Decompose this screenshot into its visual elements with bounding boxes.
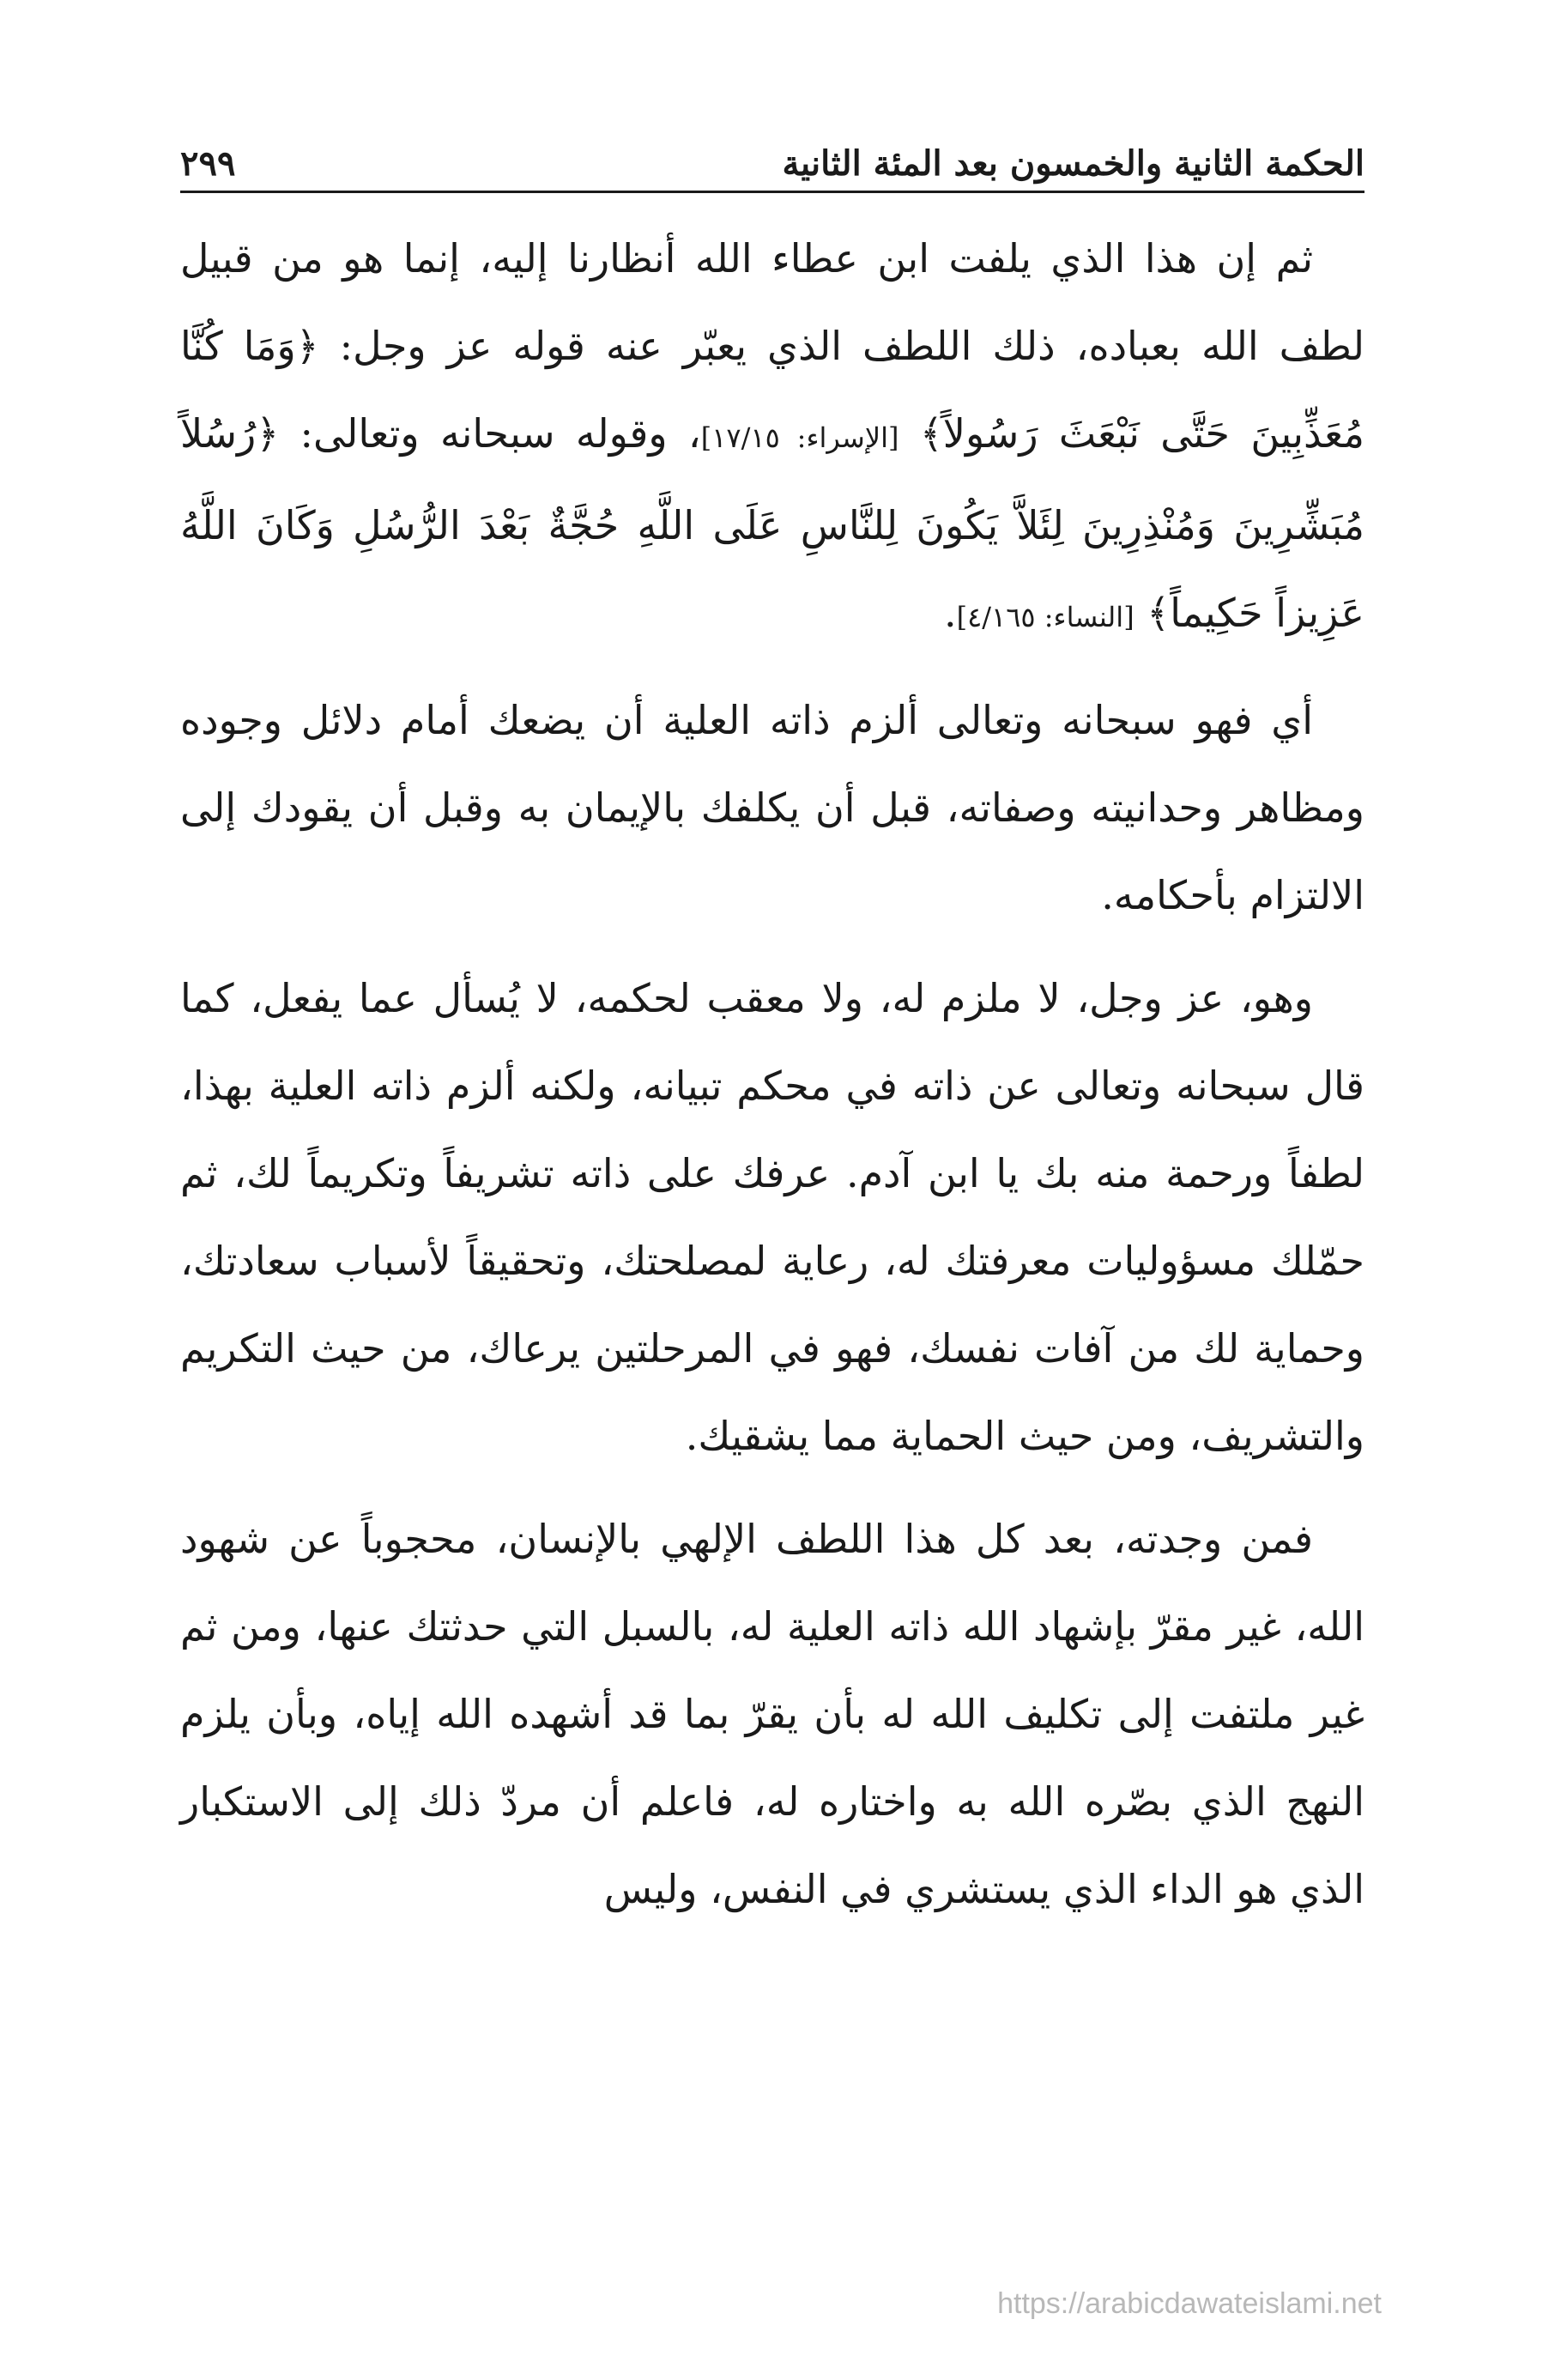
quran-reference-nisa: [النساء: ٤/١٦٥] [956,601,1134,633]
paragraph-1-text-before: ثم إن هذا الذي يلفت ابن عطاء الله أنظارنا إليه، إنما هو من قبيل لطف الله بعباده، ذلك اللطف الذي يعبّر عنه قوله عز وجل: ﴿وَمَا كُنَّا مُعَذِّبِينَ حَتَّى نَبْعَثَ رَسُولاً﴾ [180,235,1364,457]
paragraph-1-text-middle: ، وقوله سبحانه وتعالى: ﴿رُسُلاً مُبَشِّرِينَ وَمُنْذِرِينَ لِئَلاَّ يَكُونَ لِلنَّاسِ عَلَى اللَّهِ حُجَّةٌ بَعْدَ الرُّسُلِ وَكَانَ اللَّهُ عَزِيزاً حَكِيماً﴾ [180,410,1365,636]
quran-reference-isra: [الإسراء: ١٧/١٥] [700,421,899,454]
paragraph-2: أي فهو سبحانه وتعالى ألزم ذاته العلية أن يضعك أمام دلائل وجوده ومظاهر وحدانيته وصفاته، قبل أن يكلفك بالإيمان به وقبل أن يقودك إلى الالتزام بأحكامه. [180,697,1364,918]
paragraph-3: وهو، عز وجل، لا ملزم له، ولا معقب لحكمه، لا يُسأل عما يفعل، كما قال سبحانه وتعالى عن ذاته في محكم تبيانه، ولكنه ألزم ذاته العلية بهذا، لطفاً ورحمة منه بك يا ابن آدم. عرفك على ذاته تشريفاً وتكريماً لك، ثم حمّلك مسؤوليات معرفتك له، رعاية لمصلحتك، وتحقيقاً لأسباب سعادتك، وحماية لك من آفات نفسك، فهو في المرحلتين يرعاك، من حيث التكريم والتشريف، ومن حيث الحماية مما يشقيك. [180,975,1364,1459]
running-title: الحكمة الثانية والخمسون بعد المئة الثانية [782,142,1364,184]
page-header [180,129,1364,197]
header-divider [180,191,1364,193]
paragraph-1-text-after: . [943,590,957,636]
paragraph-4: فمن وجدته، بعد كل هذا اللطف الإلهي بالإنسان، محجوباً عن شهود الله، غير مقرّ بإشهاد الله ذاته العلية له، بالسبل التي حدثتك عنها، ومن ثم غير ملتفت إلى تكليف الله له بأن يقرّ بما قد أشهده الله إياه، وبأن يلزم النهج الذي بصّره الله به واختاره له، فاعلم أن مردّ ذلك إلى الاستكبار الذي هو الداء الذي يستشري في النفس، وليس [180,1516,1364,1912]
page-number: ٢٩٩ [180,142,236,184]
watermark-url: https://arabicdawateislami.net [997,2287,1382,2320]
paragraph-1 [180,215,1364,661]
page-body [180,215,1364,1948]
